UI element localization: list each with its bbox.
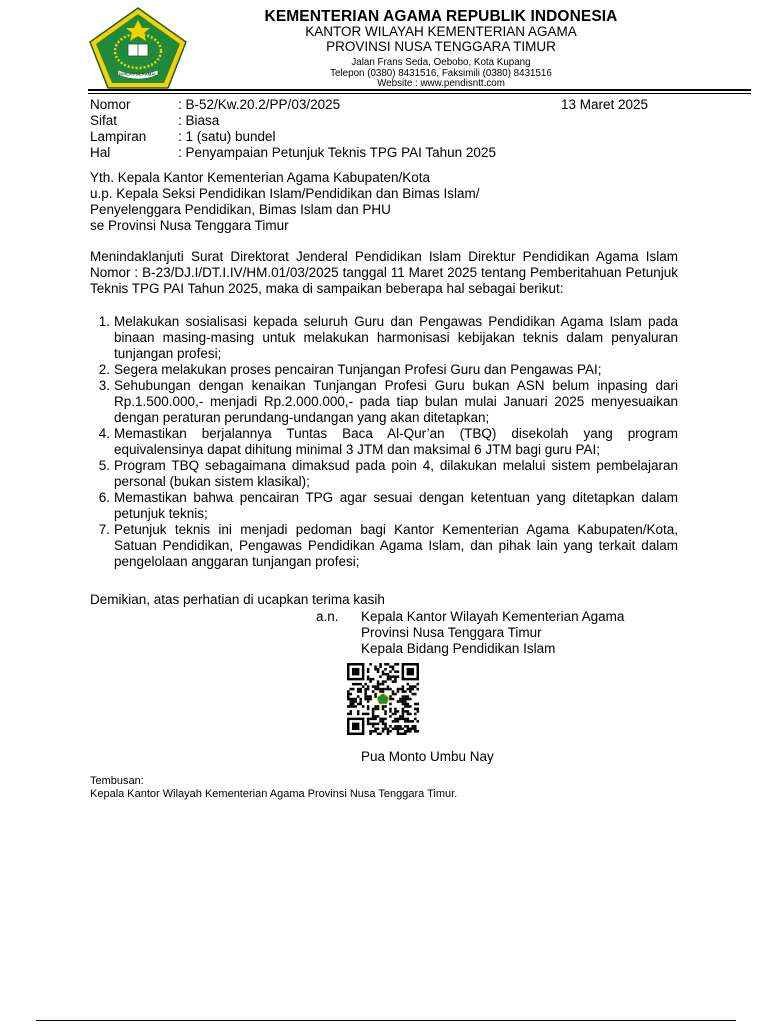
footer-divider [36, 1020, 736, 1021]
list-item [90, 314, 678, 362]
signature-title-line: Provinsi Nusa Tenggara Timur [361, 625, 542, 640]
signature-title-line: Kepala Bidang Pendidikan Islam [361, 641, 556, 656]
meta-value: : Biasa [178, 113, 220, 128]
letterhead-divider-thin [88, 93, 751, 94]
signature-title [361, 609, 624, 657]
meta-row-sifat [90, 113, 660, 129]
list-item-text: Memastikan bahwa pencairan TPG agar sesuai dengan ketentuan yang ditetapkan dalam petunjuk teknis; [114, 490, 678, 521]
list-item-number: 5. [98, 458, 110, 473]
list-item-text: Segera melakukan proses pencairan Tunjangan Profesi Guru dan Pengawas PAI; [114, 362, 602, 377]
letterhead-website: Website : www.pendisntt.com [377, 78, 505, 90]
list-item [90, 426, 678, 458]
list-item-number: 6. [98, 490, 110, 505]
meta-row-lampiran [90, 129, 660, 145]
meta-value: : B-52/Kw.20.2/PP/03/2025 [178, 97, 341, 112]
closing-text: Demikian, atas perhatian di ucapkan terima kasih [90, 592, 385, 607]
list-item [90, 522, 678, 570]
addressee-line: Yth. Kepala Kantor Kementerian Agama Kabupaten/Kota [90, 170, 430, 185]
letter-date: 13 Maret 2025 [561, 97, 649, 112]
points-list [90, 314, 678, 570]
signature-an: a.n. [316, 609, 339, 624]
qr-code-icon [339, 663, 427, 735]
addressee-line: Penyelenggara Pendidikan, Bimas Islam dan PHU [90, 202, 391, 217]
letterhead-divider-thick [88, 89, 751, 91]
addressee-line: se Provinsi Nusa Tenggara Timur [90, 218, 289, 233]
list-item-number: 2. [98, 362, 110, 377]
list-item [90, 490, 678, 522]
signer-name: Pua Monto Umbu Nay [361, 749, 494, 764]
list-item-text: Petunjuk teknis ini menjadi pedoman bagi Kantor Kementerian Agama Kabupaten/Kota, Satuan Pendidikan, Pengawas Pendidikan Agama Islam, dan pihak lain yang terkait dalam pengelolaan anggaran tunjangan profesi; [114, 522, 678, 569]
list-item-number: 7. [98, 522, 110, 537]
list-item-text: Sehubungan dengan kenaikan Tunjangan Profesi Guru bukan ASN belum inpasing dari Rp.1.500.000,- menjadi Rp.2.000.000,- pada tiap bulan mulai Januari 2025 menyesuaikan dengan peraturan perundang-undangan yang akan ditetapkan; [114, 378, 678, 425]
letterhead-phone: Telepon (0380) 8431516, Faksimili (0380) 8431516 [330, 67, 552, 79]
intro-paragraph: Menindaklanjuti Surat Direktorat Jenderal Pendidikan Islam Direktur Pendidikan Agama Islam Nomor : B-23/DJ.I/DT.I.IV/HM.01/03/2025 tanggal 11 Maret 2025 tentang Pemberitahuan Petunjuk Teknis TPG PAI Tahun 2025, maka di sampaikan beberapa hal sebagai berikut: [90, 249, 678, 296]
list-item [90, 378, 678, 426]
tembusan-line: Kepala Kantor Wilayah Kementerian Agama Provinsi Nusa Tenggara Timur. [90, 787, 458, 800]
list-item-text: Melakukan sosialisasi kepada seluruh Guru dan Pengawas Pendidikan Agama Islam pada binaan masing-masing untuk melakukan harmonisasi kebijakan teknis dalam penyaluran tunjangan profesi; [114, 314, 678, 361]
letterhead-ministry: KEMENTERIAN AGAMA REPUBLIK INDONESIA [264, 8, 618, 25]
letterhead-office: KANTOR WILAYAH KEMENTERIAN AGAMA [305, 24, 577, 40]
list-item [90, 458, 678, 490]
meta-key: Nomor [90, 97, 131, 112]
meta-key: Lampiran [90, 129, 147, 144]
meta-value: : 1 (satu) bundel [178, 129, 276, 144]
tembusan-block [90, 775, 457, 800]
logo-motto: IKHLAS BERAMAL [119, 71, 157, 77]
letterhead [196, 8, 686, 90]
letterhead-province: PROVINSI NUSA TENGGARA TIMUR [326, 38, 556, 54]
meta-key: Sifat [90, 113, 118, 128]
ministry-logo-icon [88, 6, 188, 90]
addressee-line: u.p. Kepala Seksi Pendidikan Islam/Pendidikan dan Bimas Islam/ [90, 186, 480, 201]
list-item [90, 362, 678, 378]
signature-title-line: Kepala Kantor Wilayah Kementerian Agama [361, 609, 625, 624]
tembusan-label: Tembusan: [90, 775, 144, 787]
meta-key: Hal [90, 145, 111, 160]
meta-row-hal [90, 145, 660, 161]
list-item-number: 3. [98, 378, 110, 393]
list-item-text: Program TBQ sebagaimana dimaksud pada poin 4, dilakukan melalui sistem pembelajaran personal (bukan sistem klasikal); [114, 458, 678, 489]
list-item-text: Memastikan berjalannya Tuntas Baca Al-Qur’an (TBQ) disekolah yang program equivalensinya dapat dihitung minimal 3 JTM dan maksimal 6 JTM bagi guru PAI; [114, 426, 678, 457]
addressee-block [90, 170, 690, 234]
letterhead-address: Jalan Frans Seda, Oebobo, Kota Kupang [351, 56, 531, 68]
list-item-number: 1. [98, 314, 110, 329]
list-item-number: 4. [98, 426, 110, 441]
meta-value: : Penyampaian Petunjuk Teknis TPG PAI Tahun 2025 [178, 145, 496, 160]
